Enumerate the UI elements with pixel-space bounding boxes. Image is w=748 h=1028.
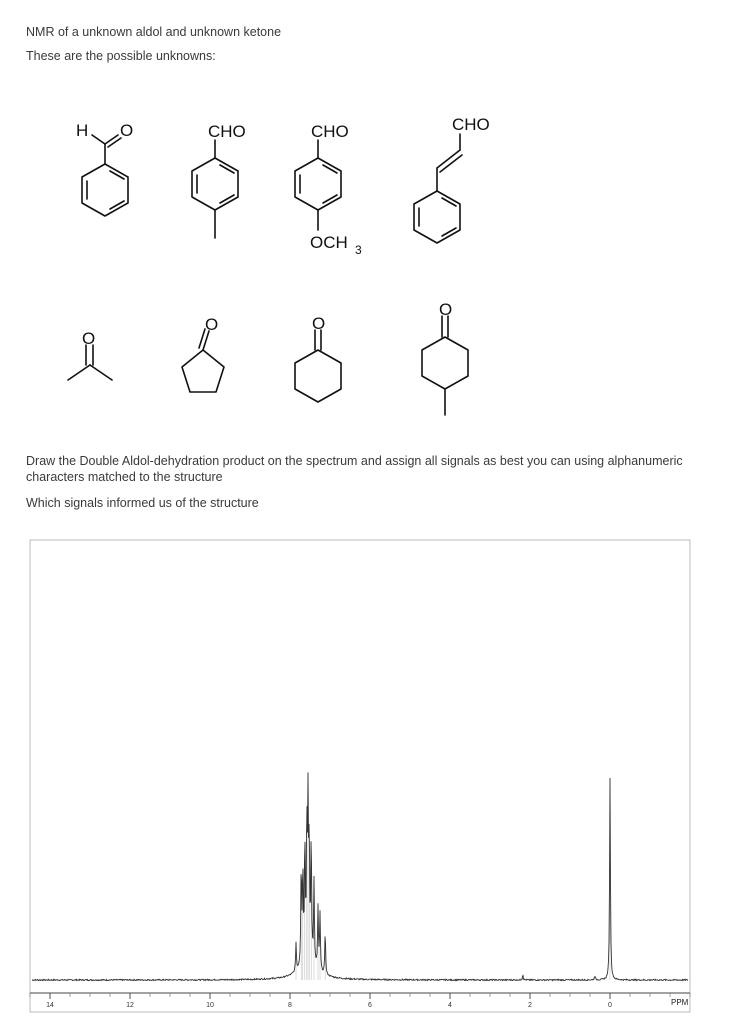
x-tick-label: 8 xyxy=(288,1002,292,1009)
methylcyclohexanone-o-label: O xyxy=(439,300,453,319)
x-tick-label: 10 xyxy=(206,1002,214,1009)
anisaldehyde-cho-label: CHO xyxy=(311,122,349,141)
anisaldehyde-subscript-label: 3 xyxy=(355,243,362,257)
x-tick-label: 6 xyxy=(368,1002,372,1009)
x-tick-label: 4 xyxy=(448,1002,452,1009)
benzaldehyde-h-label: H xyxy=(76,121,89,140)
x-axis-label: PPM xyxy=(671,998,689,1007)
spectrum-frame xyxy=(30,540,690,1012)
x-tick-label: 12 xyxy=(126,1002,134,1009)
x-tick-label: 0 xyxy=(608,1002,612,1009)
cyclohexanone-o-label: O xyxy=(312,314,326,333)
tolualdehyde-cho-label: CHO xyxy=(208,122,246,141)
instructions-which: Which signals informed us of the structure xyxy=(26,496,259,510)
benzaldehyde-o-label: O xyxy=(120,121,134,140)
instructions-draw: Draw the Double Aldol-dehydration product on the spectrum and assign all signals as best you can using alphanumeric characters matched to the structure xyxy=(26,454,683,484)
x-tick-label: 2 xyxy=(528,1002,532,1009)
cinnamaldehyde-cho-label: CHO xyxy=(452,115,490,134)
anisaldehyde-och-label: OCH xyxy=(310,233,348,252)
acetone-o-label: O xyxy=(82,329,96,348)
page-subtitle: These are the possible unknowns: xyxy=(26,49,216,63)
page-title: NMR of a unknown aldol and unknown ketone xyxy=(26,25,282,39)
cyclopentanone-o-label: O xyxy=(205,315,219,334)
x-tick-label: 14 xyxy=(46,1002,54,1009)
